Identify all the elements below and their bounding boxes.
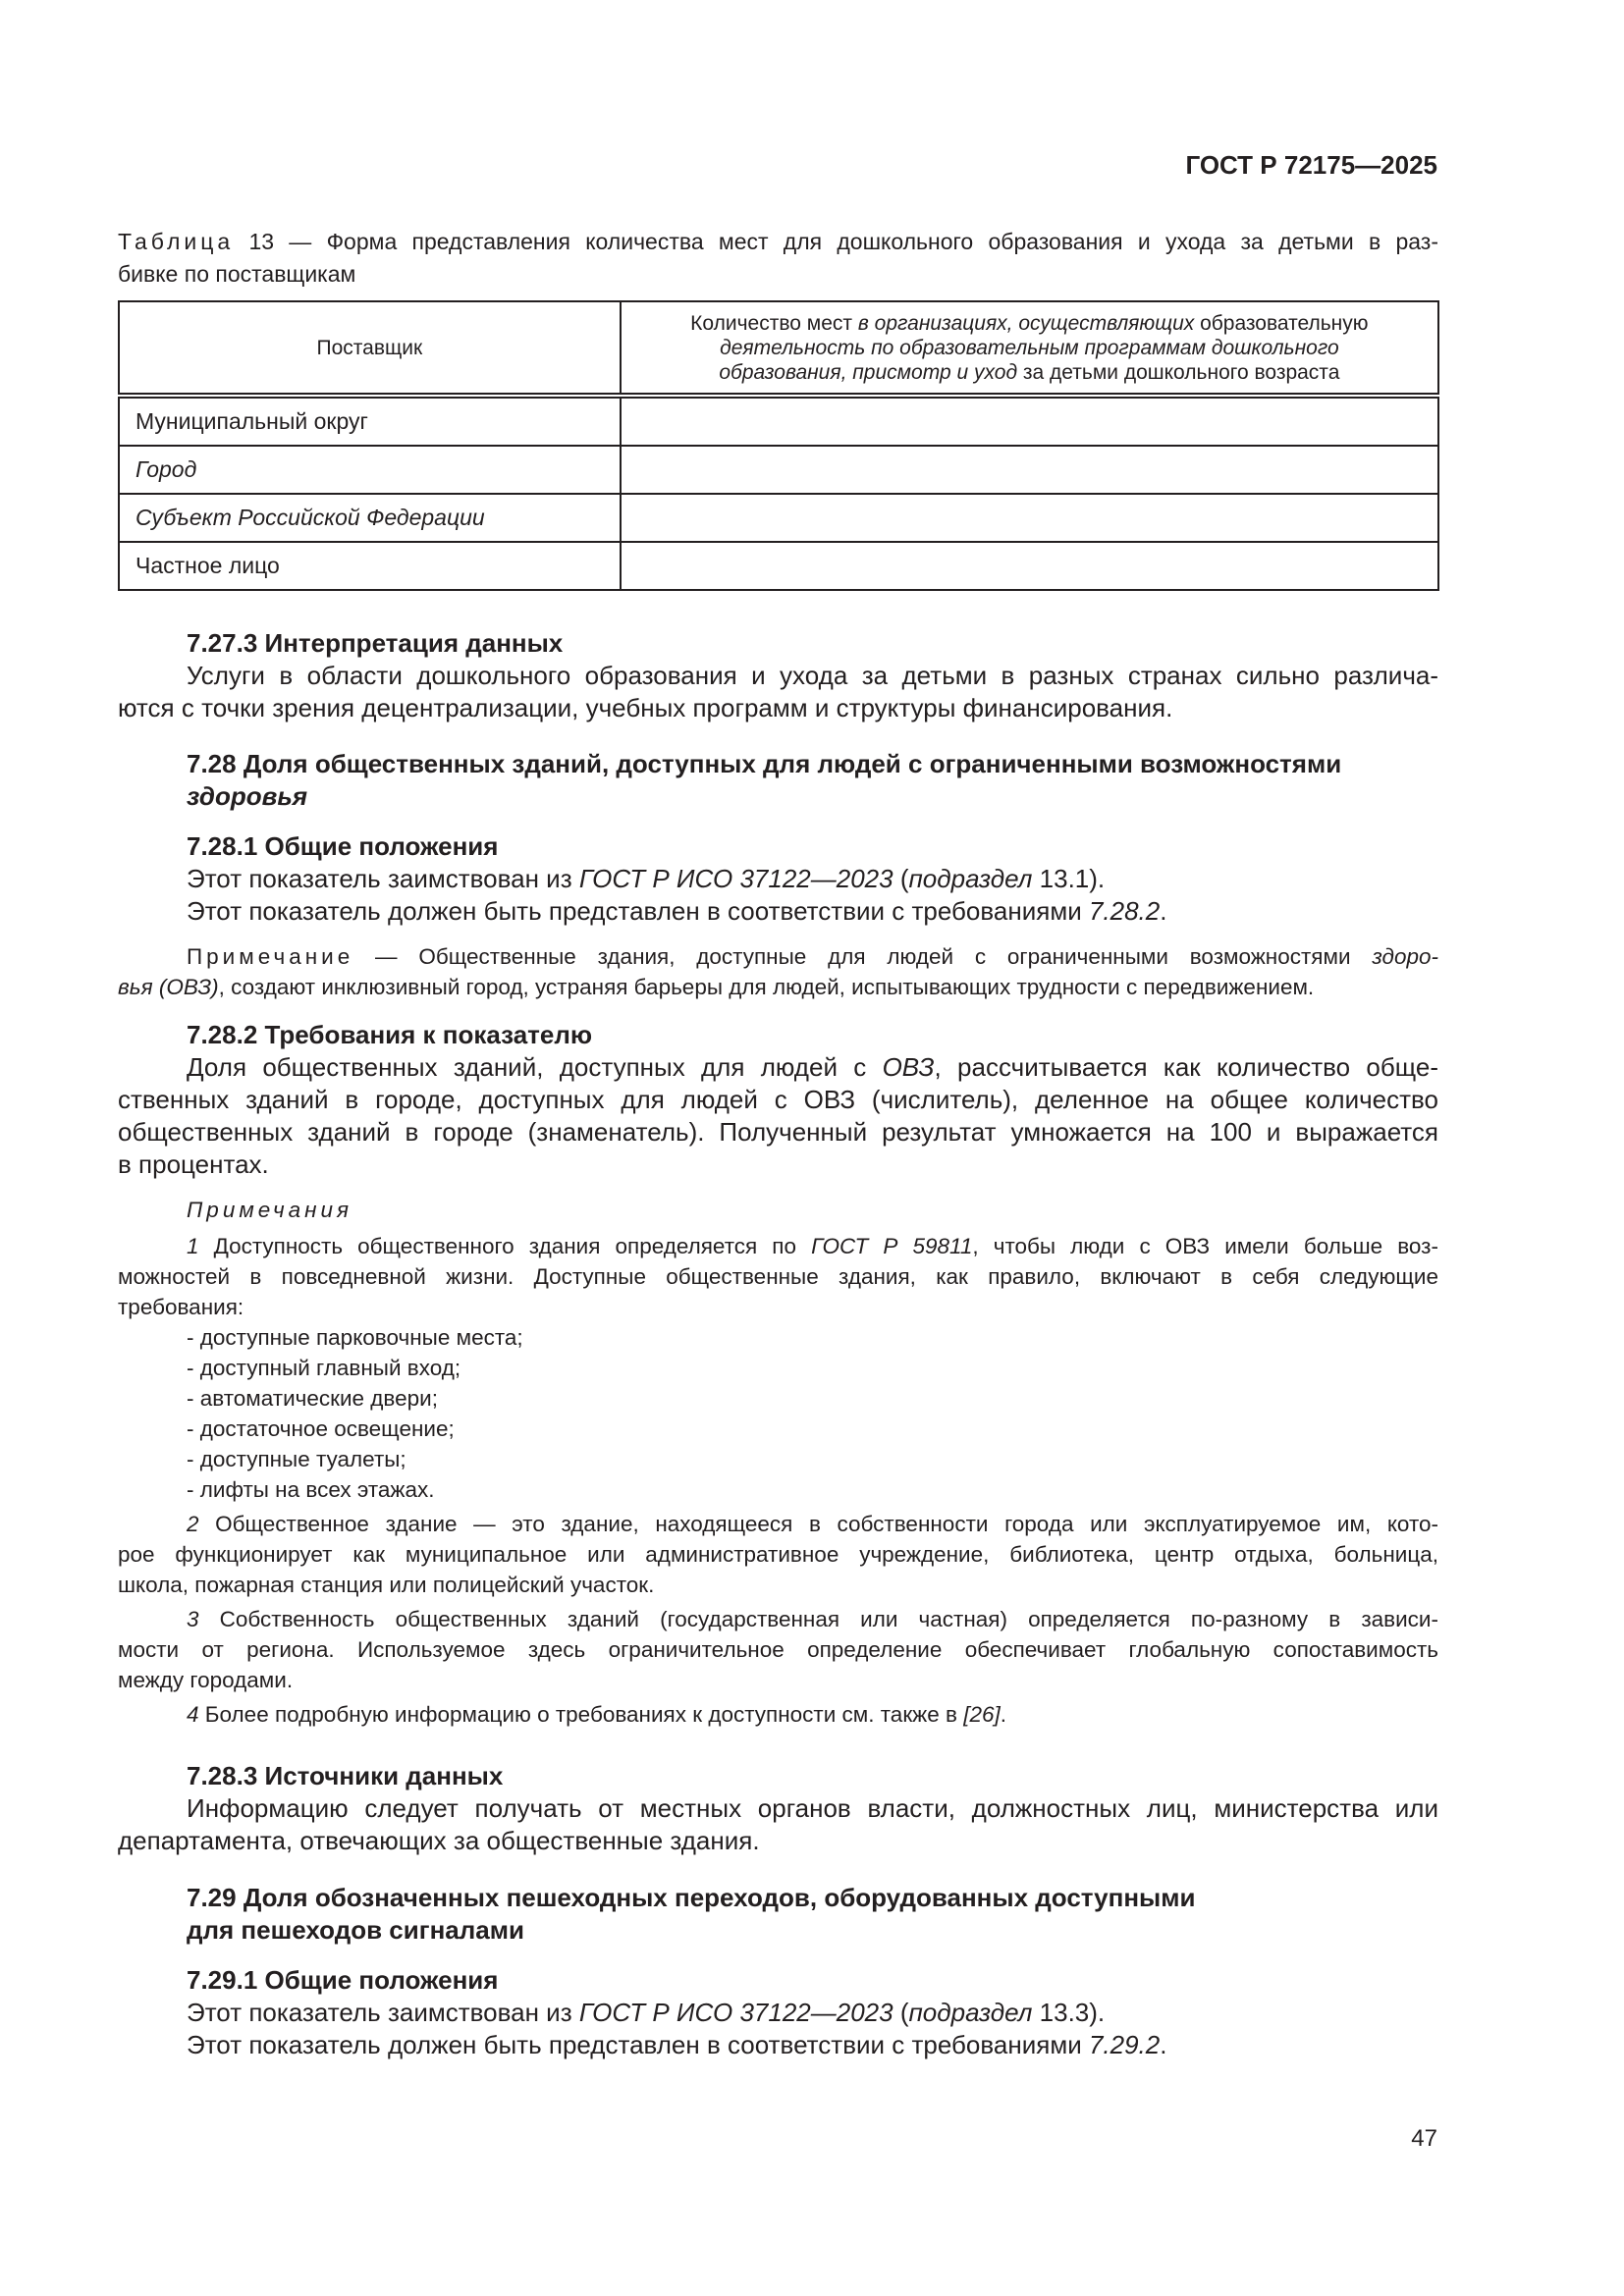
- reference-link: ГОСТ Р 59811: [811, 1234, 973, 1258]
- paragraph-line: [118, 1997, 1438, 2029]
- paragraph-line: [118, 2029, 1438, 2061]
- caption-label: Таблица: [118, 229, 235, 254]
- value-cell: [621, 396, 1438, 446]
- section-heading: 7.29 Доля обозначенных пешеходных переходов, оборудованных доступными: [187, 1883, 1196, 1912]
- reference-link: 7.29.2: [1088, 2030, 1161, 2059]
- notes-label-line: [118, 1195, 1438, 1225]
- text: Этот показатель заимствован из: [187, 1998, 579, 2027]
- list-item: - лифты на всех этажах.: [187, 1477, 435, 1502]
- list-item: - достаточное освещение;: [187, 1416, 455, 1441]
- table-caption: [118, 226, 1438, 291]
- note-label: Примечание: [187, 944, 354, 969]
- caption-text: 13 — Форма представления количества мест для дошкольного образования и ухода за детьми в раз-: [234, 229, 1438, 254]
- table-row: [119, 542, 1438, 590]
- value-cell: [621, 446, 1438, 494]
- text: здоро-: [1372, 944, 1438, 969]
- text: ОВЗ: [882, 1052, 935, 1082]
- text: (: [893, 1998, 909, 2027]
- table-13: [118, 300, 1439, 591]
- section-heading: 7.28.3 Источники данных: [187, 1761, 504, 1790]
- section-7-28-3: [118, 1760, 1438, 1857]
- text: — Общественные здания, доступные для людей с ограниченными возможностями: [353, 944, 1373, 969]
- section-7-29: [118, 1882, 1438, 1947]
- note-3: [118, 1604, 1438, 1695]
- header-text: Количество мест: [690, 311, 858, 335]
- text: подраздел: [908, 1998, 1033, 2027]
- note-line: требования:: [118, 1295, 244, 1319]
- text: вья (ОВЗ): [118, 975, 219, 999]
- paragraph-line: ются с точки зрения децентрализации, учебных программ и структуры финансирования.: [118, 693, 1173, 722]
- supplier-text: Город: [135, 456, 197, 482]
- heading-italic: здоровья: [187, 781, 308, 811]
- section-heading: 7.28 Доля общественных зданий, доступных для людей с ограниченными возможностями: [187, 749, 1342, 778]
- note-line: рое функционирует как муниципальное или административное учреждение, библиотека, центр отдыха, больница,: [118, 1542, 1438, 1567]
- note-line: школа, пожарная станция или полицейский участок.: [118, 1573, 655, 1597]
- caption-text-2: бивке по поставщикам: [118, 261, 356, 287]
- supplier-cell: Муниципальный округ: [119, 396, 621, 446]
- note-line: [118, 1509, 1438, 1539]
- value-cell: [621, 494, 1438, 542]
- reference-link: [26]: [963, 1702, 1001, 1727]
- paragraph-line: ственных зданий в городе, доступных для людей с ОВЗ (числитель), деленное на общее количество: [118, 1085, 1438, 1114]
- notes: [118, 1195, 1438, 1730]
- text: .: [1160, 896, 1167, 926]
- reference-link: 7.28.2: [1088, 896, 1161, 926]
- text: , рассчитывается как количество обще-: [934, 1052, 1438, 1082]
- text: Этот показатель заимствован из: [187, 864, 579, 893]
- list-item: - доступный главный вход;: [187, 1356, 461, 1380]
- section-heading: 7.28.2 Требования к показателю: [187, 1020, 593, 1049]
- note-number: 4: [187, 1702, 199, 1727]
- header-supplier: Поставщик: [119, 301, 621, 396]
- reference-link: ГОСТ Р ИСО 37122—2023: [578, 1998, 893, 2027]
- supplier-text: Субъект Российской Федерации: [135, 505, 485, 530]
- note-line: [118, 941, 1438, 972]
- text: (: [893, 864, 909, 893]
- header-text: образовательную: [1194, 311, 1369, 335]
- text: , создают инклюзивный город, устраняя барьеры для людей, испытывающих трудности с передвижением.: [218, 975, 1315, 999]
- paragraph-line: в процентах.: [118, 1149, 269, 1179]
- note: [118, 941, 1438, 1002]
- section-7-27-3: [118, 627, 1438, 724]
- note-number: 2: [187, 1512, 199, 1536]
- paragraph-line: [118, 863, 1438, 895]
- document-number: ГОСТ Р 72175—2025: [1185, 150, 1437, 180]
- header-text: деятельность по образовательным программам дошкольного: [720, 336, 1339, 359]
- paragraph-line: [118, 895, 1438, 928]
- header-places: [621, 301, 1438, 396]
- supplier-cell: Частное лицо: [119, 542, 621, 590]
- note-line: можностей в повседневной жизни. Доступные общественные здания, как правило, включают в себя следующие: [118, 1264, 1438, 1289]
- note-1: [118, 1231, 1438, 1505]
- value-cell: [621, 542, 1438, 590]
- paragraph-line: Услуги в области дошкольного образования и ухода за детьми в разных странах сильно различа-: [187, 661, 1438, 690]
- reference-link: ГОСТ Р ИСО 37122—2023: [578, 864, 893, 893]
- note-2: [118, 1509, 1438, 1600]
- note-line: [118, 972, 1438, 1002]
- list-item: - доступные парковочные места;: [187, 1325, 523, 1350]
- table-row: [119, 494, 1438, 542]
- section-heading: 7.27.3 Интерпретация данных: [187, 628, 564, 658]
- section-heading: 7.29.1 Общие положения: [187, 1965, 499, 1995]
- text: Доступность общественного здания определяется по: [198, 1234, 812, 1258]
- note-number: 3: [187, 1607, 199, 1631]
- section-heading-2: для пешеходов сигналами: [187, 1915, 524, 1945]
- note-line: мости от региона. Используемое здесь ограничительное определение обеспечивает глобальную сопоставимость: [118, 1637, 1438, 1662]
- supplier-cell: [119, 494, 621, 542]
- note-number: 1: [187, 1234, 199, 1258]
- table-row: [119, 446, 1438, 494]
- header-text: за детьми дошкольного возраста: [1017, 360, 1340, 384]
- note-line: [118, 1231, 1438, 1261]
- list-item: - доступные туалеты;: [187, 1447, 406, 1471]
- paragraph-line: [118, 1051, 1438, 1084]
- note-4: [118, 1699, 1438, 1730]
- text: 13.3).: [1032, 1998, 1106, 2027]
- page-number: 47: [1411, 2125, 1437, 2152]
- section-heading-2: [118, 780, 1438, 813]
- text: Более подробную информацию о требованиях к доступности см. также в: [198, 1702, 964, 1727]
- section-7-28-1: [118, 830, 1438, 1002]
- note-line: [118, 1699, 1438, 1730]
- paragraph-line: департамента, отвечающих за общественные здания.: [118, 1826, 760, 1855]
- note-line: между городами.: [118, 1668, 294, 1692]
- text: Этот показатель должен быть представлен в соответствии с требованиями: [187, 2030, 1089, 2059]
- text: , чтобы люди с ОВЗ имели больше воз-: [972, 1234, 1438, 1258]
- section-7-28: [118, 748, 1438, 813]
- table-header-row: [119, 301, 1438, 396]
- supplier-cell: [119, 446, 621, 494]
- text: Этот показатель должен быть представлен в соответствии с требованиями: [187, 896, 1089, 926]
- paragraph-line: общественных зданий в городе (знаменатель). Полученный результат умножается на 100 и выражается: [118, 1117, 1438, 1147]
- text: .: [1000, 1702, 1006, 1727]
- list-item: - автоматические двери;: [187, 1386, 438, 1411]
- text: 13.1).: [1032, 864, 1106, 893]
- text: Общественное здание — это здание, находящееся в собственности города или эксплуатируемое им, кото-: [198, 1512, 1438, 1536]
- notes-label: Примечания: [187, 1198, 353, 1222]
- table-row: [119, 396, 1438, 446]
- text: Собственность общественных зданий (государственная или частная) определяется по-разному в зависи-: [198, 1607, 1438, 1631]
- header-text: образования, присмотр и уход: [719, 360, 1018, 384]
- section-7-29-1: [118, 1964, 1438, 2061]
- section-7-28-2: [118, 1019, 1438, 1730]
- paragraph-line: Информацию следует получать от местных органов власти, должностных лиц, министерства или: [187, 1793, 1438, 1823]
- text: .: [1160, 2030, 1167, 2059]
- text: Доля общественных зданий, доступных для людей с: [187, 1052, 883, 1082]
- note-line: [118, 1604, 1438, 1634]
- text: подраздел: [908, 864, 1033, 893]
- section-heading: 7.28.1 Общие положения: [187, 831, 499, 861]
- header-text: в организациях, осуществляющих: [857, 311, 1195, 335]
